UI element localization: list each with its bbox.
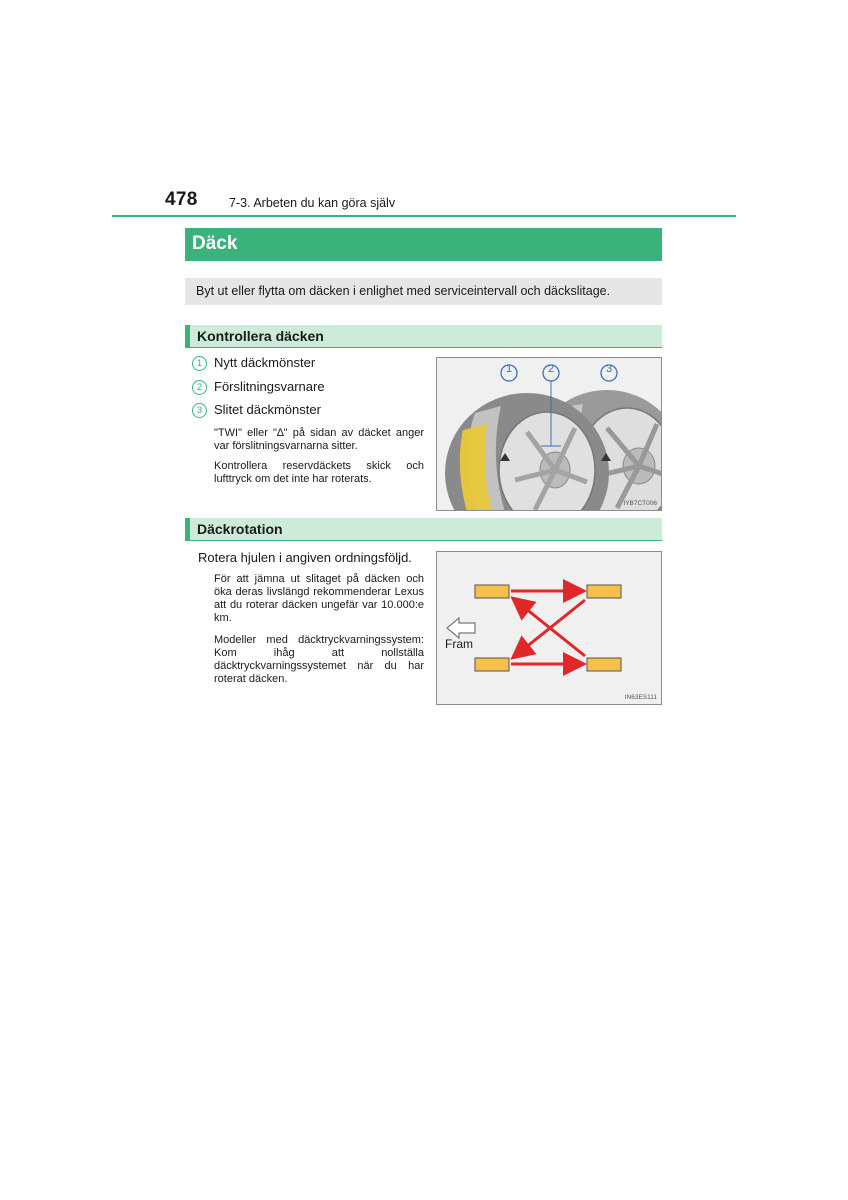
item-label-wear-indicator: Förslitningsvarnare <box>214 379 325 394</box>
tire-illustration <box>437 358 662 511</box>
callout-2: 2 <box>547 363 555 375</box>
rotation-diagram <box>437 552 662 705</box>
figure-code: IN63ES111 <box>624 694 657 701</box>
note-tpms-reset: Modeller med däcktryckvarningssystem: Kom ihåg att nollställa däcktryckvarningssystemet när du har roterat däcken. <box>214 634 424 685</box>
note-rotation-interval: För att jämna ut slitaget på däcken och öka deras livslängd rekommenderar Lexus att du roterar däcken ungefär var 10.000:e km. <box>214 573 424 624</box>
header-rule <box>112 215 736 217</box>
front-label: Fram <box>445 637 473 651</box>
tire-front-left <box>475 585 509 598</box>
figure-code: IYB7CT006 <box>623 500 657 507</box>
intro-text: Byt ut eller flytta om däcken i enlighet med serviceintervall och däckslitage. <box>196 284 611 298</box>
item-label-new-tread: Nytt däckmönster <box>214 355 316 370</box>
subsection-marker <box>185 518 190 540</box>
callout-1: 1 <box>505 363 513 375</box>
item-number-3: 3 <box>192 403 207 418</box>
tire-tread-figure <box>436 357 662 511</box>
chapter-title: 7-3. Arbeten du kan göra själv <box>229 196 396 210</box>
note-twi: "TWI" eller "∆" på sidan av däcket anger var förslitningsvarnarna sitter. <box>214 427 424 452</box>
tire-rear-right <box>587 658 621 671</box>
note-spare-tire: Kontrollera reservdäckets skick och lufttryck om det inte har roterats. <box>214 460 424 485</box>
section-title-bar <box>185 228 662 261</box>
rotation-intro: Rotera hjulen i angiven ordningsföljd. <box>198 550 412 565</box>
callout-3: 3 <box>605 363 613 375</box>
subsection-rotation-bar <box>185 518 662 541</box>
tire-front-right <box>587 585 621 598</box>
item-number-2: 2 <box>192 380 207 395</box>
item-label-worn-tread: Slitet däckmönster <box>214 402 321 417</box>
section-title: Däck <box>192 233 238 254</box>
item-number-1: 1 <box>192 356 207 371</box>
rotation-figure <box>436 551 662 705</box>
subsection-inspect-bar <box>185 325 662 348</box>
subsection-inspect-title: Kontrollera däcken <box>197 328 324 344</box>
subsection-marker <box>185 325 190 347</box>
page-number: 478 <box>165 189 198 210</box>
subsection-rotation-title: Däckrotation <box>197 521 283 537</box>
tire-rear-left <box>475 658 509 671</box>
